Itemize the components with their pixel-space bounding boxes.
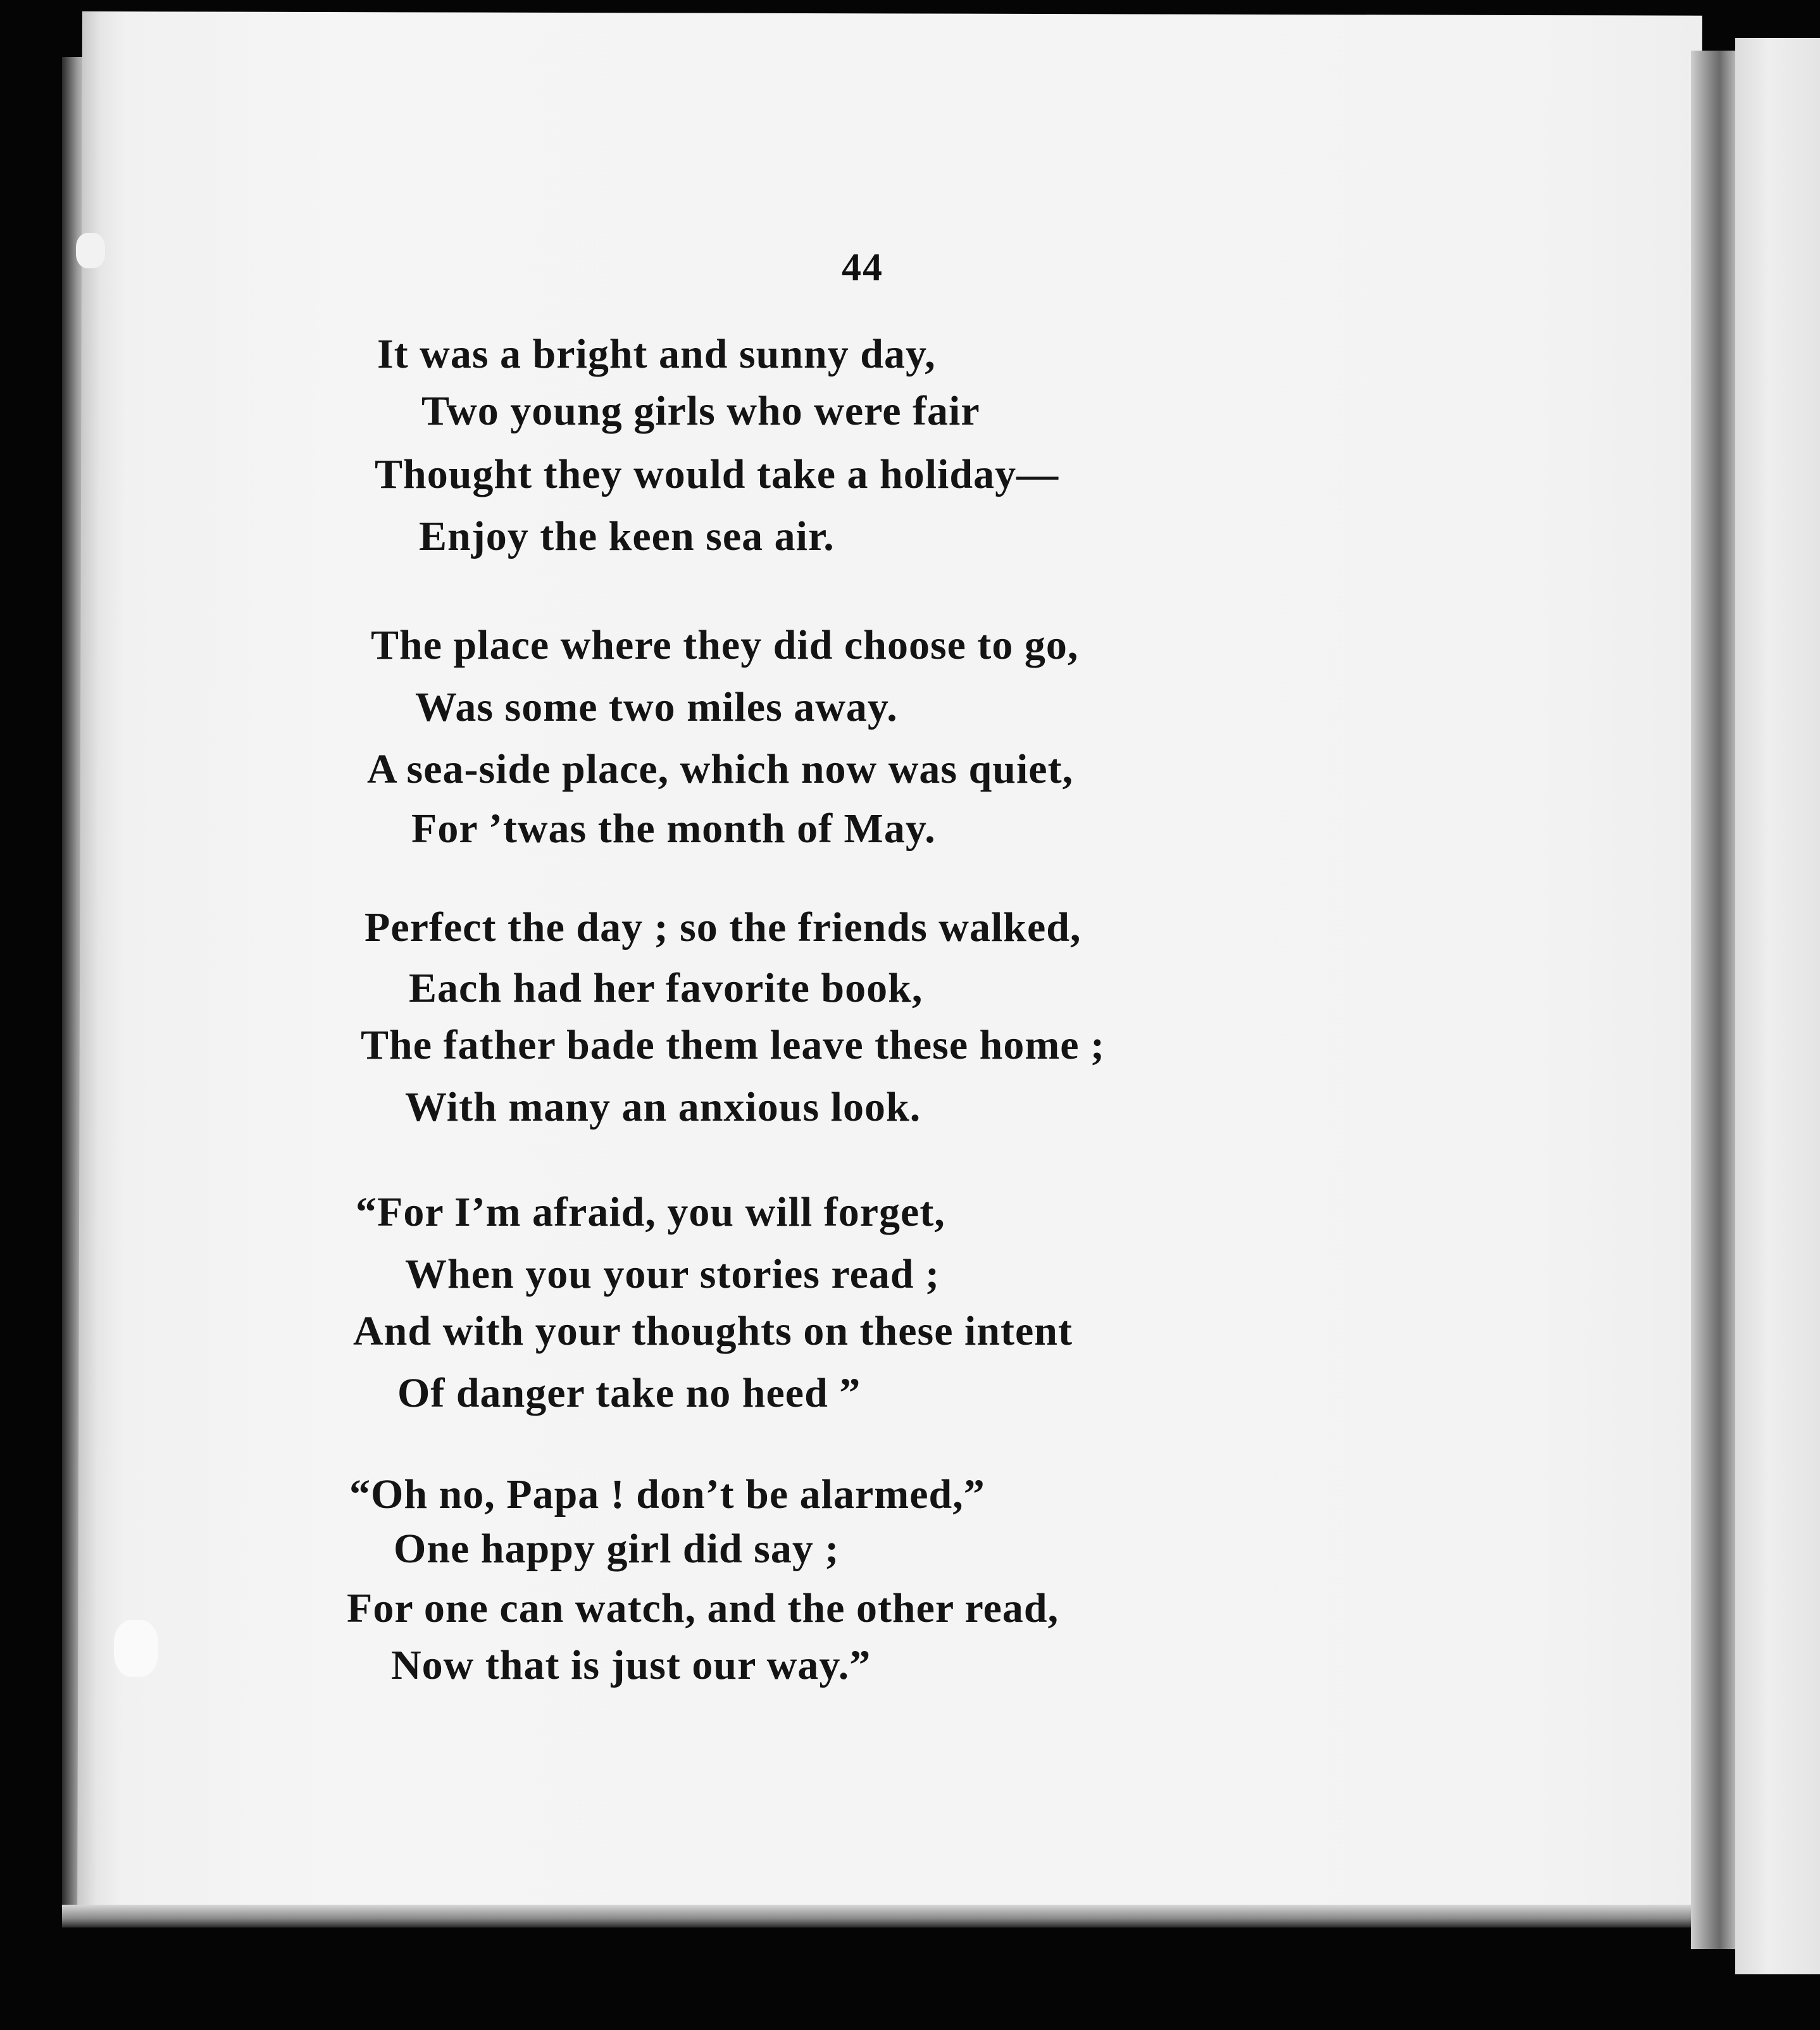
paper-speck	[114, 1620, 158, 1677]
poem-line: When you your stories read ;	[405, 1251, 940, 1297]
poem-line: The place where they did choose to go,	[371, 622, 1079, 668]
poem-line: And with your thoughts on these intent	[353, 1308, 1073, 1354]
poem-line: “Oh no, Papa ! don’t be alarmed,”	[349, 1471, 985, 1517]
poem-line: With many an anxious look.	[405, 1084, 921, 1130]
poem-line: Now that is just our way.”	[391, 1642, 871, 1688]
poem-line: Each had her favorite book,	[409, 965, 923, 1011]
facing-page-edge	[1735, 38, 1820, 1974]
poem-line: For ’twas the month of May.	[411, 806, 936, 852]
page-bottom-edge	[62, 1905, 1720, 1927]
poem-line: Enjoy the keen sea air.	[419, 513, 835, 559]
poem-line: Was some two miles away.	[415, 684, 898, 730]
poem-line: For one can watch, and the other read,	[347, 1585, 1059, 1631]
poem-line: The father bade them leave these home ;	[361, 1022, 1106, 1068]
poem-line: “For I’m afraid, you will forget,	[356, 1189, 945, 1235]
poem-line: Thought they would take a holiday—	[375, 451, 1059, 497]
poem-line: It was a bright and sunny day,	[377, 331, 936, 377]
poem-line: Of danger take no heed ”	[397, 1370, 861, 1416]
poem-line: A sea-side place, which now was quiet,	[367, 746, 1074, 792]
page-number: 44	[842, 246, 883, 289]
paper-speck	[76, 233, 105, 268]
poem-line: Two young girls who were fair	[421, 388, 980, 434]
poem-line: One happy girl did say ;	[394, 1526, 840, 1572]
poem-line: Perfect the day ; so the friends walked,	[365, 904, 1081, 950]
book-gutter	[1691, 51, 1735, 1949]
